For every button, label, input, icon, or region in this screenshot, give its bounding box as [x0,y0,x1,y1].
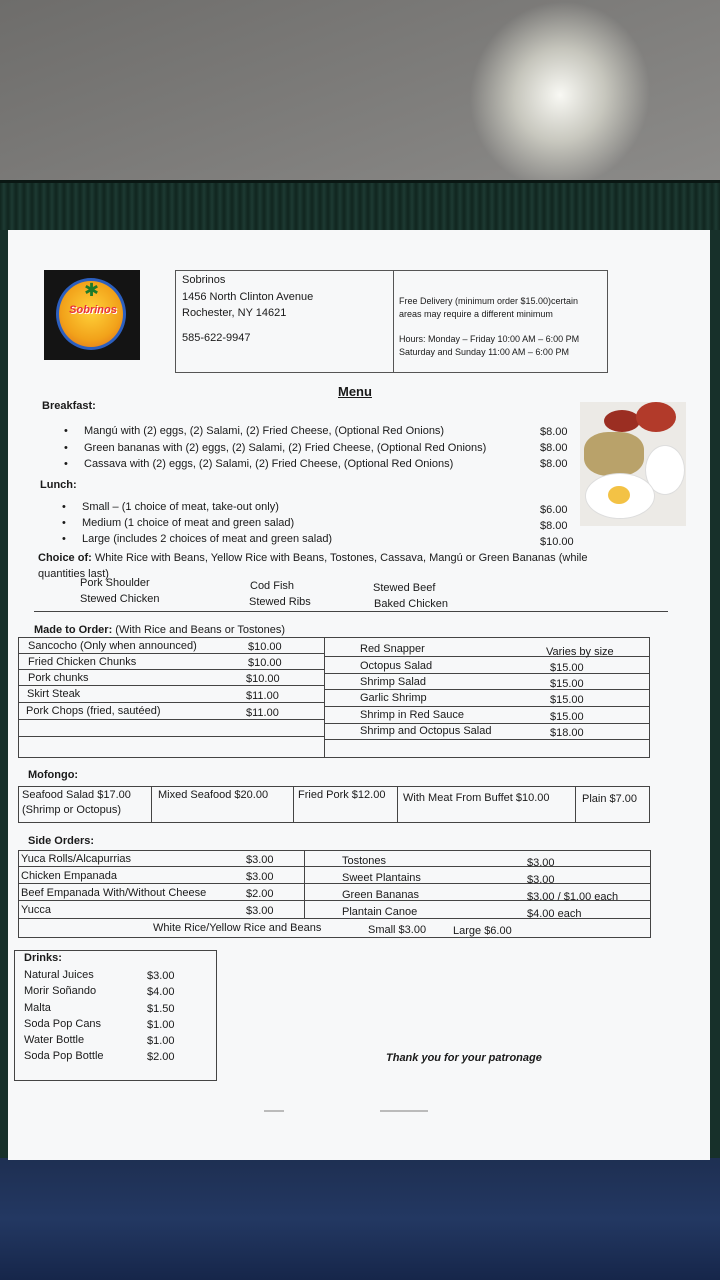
palm-tree-icon: ✱ [84,280,100,300]
mofongo-item: Seafood Salad $17.00 [22,789,131,801]
mofongo-item: With Meat From Buffet $10.00 [403,792,550,804]
breakfast-label: Breakfast: [42,400,96,412]
order-item: Pork Chops (fried, sautéed) [26,705,161,717]
order-price: $11.00 [246,707,279,719]
order-price: $10.00 [248,641,282,653]
breakfast-item: • Cassava with (2) eggs, (2) Salami, (2) Fried Cheese, (Optional Red Onions) [84,456,453,472]
drink-item: Malta [24,1002,51,1014]
drink-price: $4.00 [147,986,175,998]
meat-option: Stewed Chicken [80,593,160,605]
breakfast-price: $8.00 [540,442,568,454]
mofongo-item: Mixed Seafood $20.00 [158,789,269,801]
order-item: Garlic Shrimp [360,692,427,704]
lunch-item: • Medium (1 choice of meat and green salad) [82,515,294,531]
order-price: $10.00 [246,673,280,685]
side-item: Beef Empanada With/Without Cheese [21,887,207,899]
rice-large-price: Large $6.00 [453,925,512,937]
order-price: $10.00 [248,657,282,669]
order-item: Red Snapper [360,643,425,655]
rice-small-price: Small $3.00 [368,924,427,936]
address-box [175,270,608,373]
thank-you-note: Thank you for your patronage [386,1052,542,1064]
choice-text-2: quantities last) [38,568,109,580]
breakfast-price: $8.00 [540,426,568,438]
order-item: Shrimp Salad [360,676,427,688]
delivery-note: Free Delivery (minimum order $15.00)certain [399,296,579,306]
drink-price: $3.00 [147,970,175,982]
menu-title: Menu [338,384,372,399]
order-item: Shrimp in Red Sauce [360,709,464,721]
footer-mark [380,1110,428,1112]
side-item: Chicken Empanada [21,870,118,882]
meat-option: Pork Shoulder [80,577,150,589]
order-price: $15.00 [550,678,584,690]
order-price: $15.00 [550,662,584,674]
city-address: Rochester, NY 14621 [182,307,287,319]
side-price: $3.00 [527,874,555,886]
meat-option: Stewed Beef [373,582,436,594]
lunch-item: • Small – (1 choice of meat, take-out only) [82,499,279,515]
salami-image [604,410,640,432]
mofongo-item-note: (Shrimp or Octopus) [22,804,122,816]
menu-binder-top [0,180,720,232]
egg-image-2 [646,446,684,494]
drink-price: $2.00 [147,1051,175,1063]
lunch-price: $8.00 [540,520,568,532]
rice-item: White Rice/Yellow Rice and Beans [153,922,322,934]
order-item: Sancocho (Only when announced) [28,640,197,652]
order-price: Varies by size [546,646,614,658]
lunch-item: • Large (includes 2 choices of meat and green salad) [82,531,332,547]
drink-item: Soda Pop Cans [24,1018,102,1030]
breakfast-item: • Green bananas with (2) eggs, (2) Salami, (2) Fried Cheese, (Optional Red Onions) [84,440,486,456]
order-item: Fried Chicken Chunks [28,656,137,668]
egg-image [586,474,654,518]
order-price: $15.00 [550,694,584,706]
side-price: $3.00 / $1.00 each [527,891,619,903]
made-to-order-label: Made to Order: [34,624,113,636]
street-address: 1456 North Clinton Avenue [182,291,314,303]
meat-option: Baked Chicken [374,598,448,610]
drink-item: Morir Soñando [24,985,97,997]
order-price: $11.00 [246,690,279,702]
side-orders-label: Side Orders: [28,835,95,847]
side-item: Yuca Rolls/Alcapurrias [21,853,132,865]
address-divider [393,271,394,372]
meat-option: Stewed Ribs [249,596,311,608]
lunch-price: $10.00 [540,536,574,548]
drink-price: $1.50 [147,1003,175,1015]
divider [34,611,668,612]
menu-page [8,230,710,1160]
restaurant-logo [44,270,140,360]
mofongo-label: Mofongo: [28,769,79,781]
side-item: Yucca [21,904,51,916]
drinks-label: Drinks: [24,952,62,964]
meat-option: Cod Fish [250,580,295,592]
breakfast-photo [580,402,686,526]
side-price: $3.00 [246,905,274,917]
restaurant-name: Sobrinos [182,274,226,286]
side-item: Tostones [342,855,387,867]
side-item: Sweet Plantains [342,872,421,884]
table-surface [0,1158,720,1280]
side-price: $3.00 [246,854,274,866]
side-price: $4.00 each [527,908,582,920]
side-price: $3.00 [246,871,274,883]
logo-text: Sobrinos [69,304,117,316]
breakfast-price: $8.00 [540,458,568,470]
breakfast-item: • Mangú with (2) eggs, (2) Salami, (2) Fried Cheese, (Optional Red Onions) [84,423,444,439]
mangu-image [584,432,644,476]
order-price: $18.00 [550,727,584,739]
hours-weekend: Saturday and Sunday 11:00 AM – 6:00 PM [399,347,569,357]
footer-mark [264,1110,284,1112]
delivery-note-2: areas may require a different minimum [399,309,553,319]
order-item: Shrimp and Octopus Salad [360,725,492,737]
salami-image-2 [636,402,676,432]
choice-label: Choice of: [38,552,92,564]
choice-text: White Rice with Beans, Yellow Rice with Beans, Tostones, Cassava, Mangú or Green Bananas (while [94,552,588,564]
phone-number: 585-622-9947 [182,332,251,344]
drink-item: Natural Juices [24,969,94,981]
hours-weekday: Hours: Monday – Friday 10:00 AM – 6:00 PM [399,334,580,344]
order-item: Pork chunks [28,672,89,684]
side-item: Plantain Canoe [342,906,418,918]
lunch-label: Lunch: [40,479,77,491]
order-price: $15.00 [550,711,584,723]
drink-item: Soda Pop Bottle [24,1050,104,1062]
side-price: $2.00 [246,888,274,900]
mofongo-item: Fried Pork $12.00 [298,789,386,801]
drink-item: Water Bottle [24,1034,85,1046]
drink-price: $1.00 [147,1035,175,1047]
mofongo-item: Plain $7.00 [582,793,638,805]
side-price: $3.00 [527,857,555,869]
order-item: Octopus Salad [360,660,433,672]
lunch-price: $6.00 [540,504,568,516]
made-to-order-note: (With Rice and Beans or Tostones) [115,624,286,636]
order-item: Skirt Steak [27,688,81,700]
side-item: Green Bananas [342,889,420,901]
drink-price: $1.00 [147,1019,175,1031]
